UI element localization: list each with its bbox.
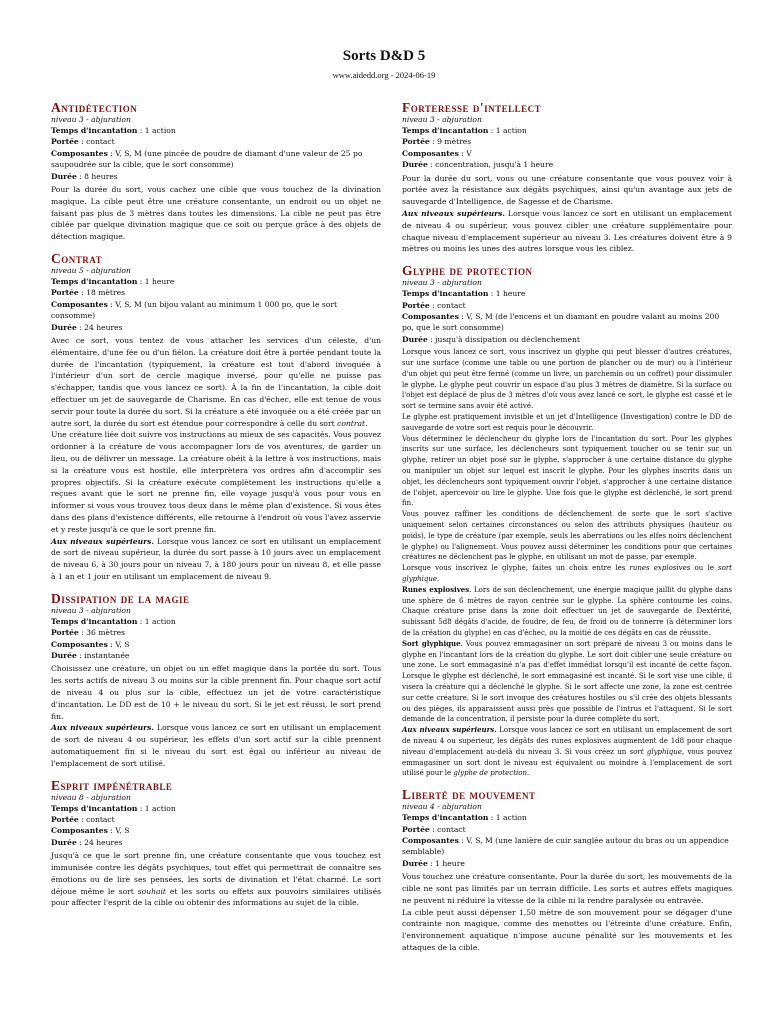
spell-antidetection [51,100,381,243]
components: Composantes : V [402,148,472,158]
spell-level: niveau 3 - abjuration [51,605,131,615]
spell-description: Vous déterminez le déclencheur du glyphe lors de l'incantation du sort. Pour les glyphes inscrits sur une surface, les déclencheurs sont typiquement toucher ou se tenir sur un glyphe, retirer un objet posé sur le glyphe, s'approcher à une certaine distance du glyphe ou manipuler un objet sur lequel est inscrit le glyphe. Pour les glyphes inscrits dans un objet, les déclencheurs sont typiquement ouvrir l'objet, s'approcher à une certaine distance de l'objet, apercevoir ou lire le glyphe. Une fois que le glyphe est déclenché, le sort prend fin. [402,434,732,508]
range: Portée : contact [402,824,466,834]
components: Composantes : V, S, M (un bijou valant au minimum 1 000 po, que le sort consomme) [51,299,338,321]
cast-time: Temps d'incantation : 1 action [402,813,527,823]
spell-esprit [51,778,381,910]
spell-description: Choisissez une créature, un objet ou un effet magique dans la portée du sort. Tous les sorts actifs de niveau 3 ou moins sur la cible prennent fin. Pour chaque sort actif de niveau 4 ou plus sur la cible, effectuez un jet de votre caractéristique d'incantation. Le DD est de 10 + le niveau du sort. Si le jet est réussi, le sort prend fin. [51,664,381,721]
duration: Durée : concentration, jusqu'à 1 heure [402,160,554,170]
components: Composantes : V, S [51,639,130,649]
components: Composantes : V, S, M (une pincée de poudre de diamant d'une valeur de 25 po saupoudrée sur la cible, que le sort consomme) [51,148,363,170]
spell-description: Pour la durée du sort, vous ou une créature consentante que vous pouvez voir à portée avez la résistance aux dégâts psychiques, ainsi qu'un avantage aux jets de sauvegarde d'Intelligence, de Sagesse et de Charisme. [402,173,732,207]
spell-description: Avec ce sort, vous tentez de vous attacher les services d'un céleste, d'un élémentaire, d'une fée ou d'un fiélon. La créature doit être à portée pendant toute la durée de l'incantation (typiquement, la créature est tout d'abord invoquée à l'intérieur d'un sort de cercle magique inversé, pour qu'elle ne puisse pas s'échapper, tandis que vous lancez ce sort). À la fin de l'incantation, la cible doit effectuer un jet de sauvegarde de Charisme. En cas d'échec, elle est tenue de vous servir pour toute la durée du sort. Si la créature a été invoquée ou a été créée par un autre sort, la durée du sort est étendue pour correspondre à celle du sort contrat. [51,336,381,428]
spell-description: Lorsque vous lancez ce sort, vous inscrivez un glyphe qui peut blesser d'autres créatures, sur une surface (comme une table ou une portion de plancher ou de mur) ou à l'intérieur d'un objet qui peut être fermé (comme un livre, un parchemin ou un coffret) pour dissimuler le glyphe. Le glyphe peut couvrir un espace d'au plus 3 mètres de diamètre. Si la surface ou l'objet est déplacé de plus de 3 mètres d'où vous avez lancé ce sort, le glyphe est cassé et le sort se termine sans avoir été activé. [402,348,732,411]
range: Portée : contact [51,814,115,824]
higher-levels: Aux niveaux supérieurs. Lorsque vous lancez ce sort en utilisant un emplacement de sort de niveau 4 ou supérieur, les effets d'un sort actif sur la cible prennent automatiquement fin si le niveau du sort est égal ou inférieur au niveau de l'emplacement de sort utilisé. [51,723,381,768]
spell-description: Pour la durée du sort, vous cachez une cible que vous touchez de la divination magique. La cible peut être une créature consentante, un endroit ou un objet ne faisant pas plus de 3 mètres dans toutes les dimensions. La cible ne peut pas être ciblée par quelque divination magique que ce soit ou perçue grâce à des objets de détection magique. [51,185,381,242]
components: Composantes : V, S, M (une lanière de cuir sanglée autour du bras ou un appendice semblable) [402,835,729,857]
components: Composantes : V, S, M (de l'encens et un diamant en poudre valant au moins 200 po, que le sort consomme) [402,312,720,333]
runes-explosives: Runes explosives. Lors de son déclenchement, une énergie magique jaillit du glyphe dans une sphère de 6 mètres de rayon centrée sur le glyphe. La sphère contourne les coins. Chaque créature prise dans la zone doit effectuer un jet de sauvegarde de Dextérité, subissant 5d8 dégâts d'acide, de foudre, de feu, de froid ou de tonnerre (à déterminer lors de la création du glyphe) en cas d'échec, ou la moitié de ces dégâts en cas de réussite. [402,584,732,637]
higher-levels: Aux niveaux supérieurs. Lorsque vous lancez ce sort en utilisant un emplacement de sort de niveau 4 ou supérieur, les dégâts des runes explosives augmentent de 1d8 pour chaque niveau d'emplacement au-delà du niveau 3. Si vous créez un sort glyphique, vous pouvez emmagasiner un sort dont le niveau est équivalent ou moindre à l'emplacement de sort utilisé pour le glyphe de protection. [402,725,733,778]
range: Portée : 18 mètres [51,288,125,298]
spell-level: niveau 3 - abjuration [402,278,482,288]
spell-description: Lorsque vous inscrivez le glyphe, faites un choix entre les runes explosives ou le sort glyphique. [402,564,732,583]
spell-description: Une créature liée doit suivre vos instructions au mieux de ses capacités. Vous pouvez ordonner à la créature de vous accompagner lors de vos aventures, de garder un lieu, ou de délivrer un message. La créature obéit à la lettre à vos instructions, mais si la créature vous est hostile, elle interprètera vos ordres afin d'accomplir ses propres objectifs. Si la créature exécute complètement les instructions qu'elle a reçues avant que le sort ne prenne fin, elle voyage jusqu'à vous pour vous en informer si vous vous trouvez tous deux dans le même plan d'existence. Si vous êtes dans des plans d'existence différents, elle retourne à l'endroit où vous l'avez asservie et y reste jusqu'à ce que le sort prenne fin. [51,430,381,534]
spell-level: niveau 3 - abjuration [402,115,482,124]
range: Portée : contact [402,300,466,310]
spell-glyphe [402,263,732,779]
duration: Durée : 24 heures [51,837,123,847]
spell-title: Forteresse d'intellect [402,100,542,115]
higher-levels: Aux niveaux supérieurs. Lorsque vous lancez ce sort en utilisant un emplacement de sort de niveau supérieur, la durée du sort passe à 10 jours avec un emplacement de niveau 6, à 30 jours pour un niveau 7, à 180 jours pour un niveau 8, et elle passe à 1 an et 1 jour en utilisant un emplacement de niveau 9. [51,536,381,581]
sort-glyphique: Sort glyphique. Vous pouvez emmagasiner un sort préparé de niveau 3 ou moins dans le glyphe en l'incantant lors de la création du glyphe. Le sort doit cibler une seule créature ou une zone. Le sort emmagasiné n'a pas d'effet immédiat lorsqu'il est incanté de cette façon. Lorsque le glyphe est déclenché, le sort emmagasiné est incanté. Si le sort vise une cible, il visera la créature qui a déclenché le glyphe. Si le sort affecte une zone, la zone est centrée sur cette créature. Si le sort invoque des créatures hostiles ou s'il crée des objets blessants ou des pièges, ils apparaissent aussi près que possible de l'intrus et l'attaquent. Si le sort demande de la concentration, il persiste pour la durée complète du sort. [402,638,732,724]
higher-levels: Aux niveaux supérieurs. Lorsque vous lancez ce sort en utilisant un emplacement de niveau 4 ou supérieur, vous pouvez cibler une créature supplémentaire pour chaque niveau d'emplacement supérieur au niveau 3. Les créatures doivent être à 9 mètres ou moins les unes des autres lorsque vous les ciblez. [402,209,732,254]
spell-description: Vous touchez une créature consentante. Pour la durée du sort, les mouvements de la cible ne sont pas limités par un terrain difficile. Les sorts et autres effets magiques ne peuvent ni réduire la vitesse de la cible ni la rendre paralysée ou entravée. [402,872,732,905]
spell-title: Esprit impénétrable [51,777,173,793]
cast-time: Temps d'incantation : 1 heure [51,277,175,287]
spell-level: niveau 3 - abjuration [51,115,131,124]
spell-description: La cible peut aussi dépenser 1,50 mètre de son mouvement pour se dégager d'une contrainte non magique, comme des menottes ou l'étreinte d'une créature. Enfin, l'environnement aquatique n'impose aucune pénalité sur les mouvements et les attaques de la cible. [402,907,732,952]
cast-time: Temps d'incantation : 1 action [402,126,527,135]
duration: Durée : 24 heures [51,322,123,332]
spell-contrat [51,251,381,583]
spell-title: Antidétection [51,100,138,115]
spell-dissipation [51,591,381,770]
cast-time: Temps d'incantation : 1 action [51,126,176,135]
spell-level: niveau 8 - abjuration [51,792,131,802]
duration: Durée : jusqu'à dissipation ou déclenchement [402,334,580,344]
page-subtitle: www.aidedd.org - 2024-06-19 [332,70,436,80]
duration: Durée : 8 heures [51,171,118,181]
spell-liberte [402,787,732,954]
spell-level: niveau 5 - abjuration [51,266,131,276]
spell-description: Jusqu'à ce que le sort prenne fin, une créature consentante que vous touchez est immunisée contre les dégâts psychiques, tout effet qui permettrait de connaître ses émotions ou de lire ses pensées, les sorts de divination et l'état charmé. Le sort déjoue même le sort souhait et les sorts ou effets aux pouvoirs similaires utilisés pour affecter l'esprit de la cible ou obtenir des informations au sujet de la cible. [51,851,381,908]
spell-description: Vous pouvez raffiner les conditions de déclenchement de sorte que le sort s'active uniquement selon certaines circonstances ou selon des attributs physiques (hauteur ou poids), le type de créature (par exemple, seuls les aberrations ou les elfes noirs déclenchent le glyphe) ou l'alignement. Vous pouvez aussi déterminer les conditions pour que certaines créatures ne déclenchent pas le glyphe, en utilisant un mot de passe, par exemple. [402,510,732,562]
cast-time: Temps d'incantation : 1 action [51,616,176,626]
page-title: Sorts D&D 5 [342,48,426,64]
components: Composantes : V, S [51,826,130,836]
spell-title: Dissipation de la magie [51,590,190,606]
spell-title: Glyphe de protection [402,263,533,279]
cast-time: Temps d'incantation : 1 heure [402,289,526,299]
range: Portée : 9 mètres [402,137,472,147]
right-column [402,100,732,962]
duration: Durée : instantanée [51,651,130,660]
spell-title: Liberté de mouvement [402,787,536,803]
spell-level: niveau 4 - abjuration [402,802,482,812]
range: Portée : contact [51,137,115,147]
cast-time: Temps d'incantation : 1 action [51,803,176,813]
spell-title: Contrat [51,251,103,267]
left-column [51,100,381,917]
duration: Durée : 1 heure [402,858,465,868]
spell-description: Le glyphe est pratiquement invisible et un jet d'Intelligence (Investigation) contre le DD de sauvegarde de votre sort est requis pour le découvrir. [402,413,732,432]
range: Portée : 36 mètres [51,628,125,638]
spell-forteresse [402,100,732,255]
